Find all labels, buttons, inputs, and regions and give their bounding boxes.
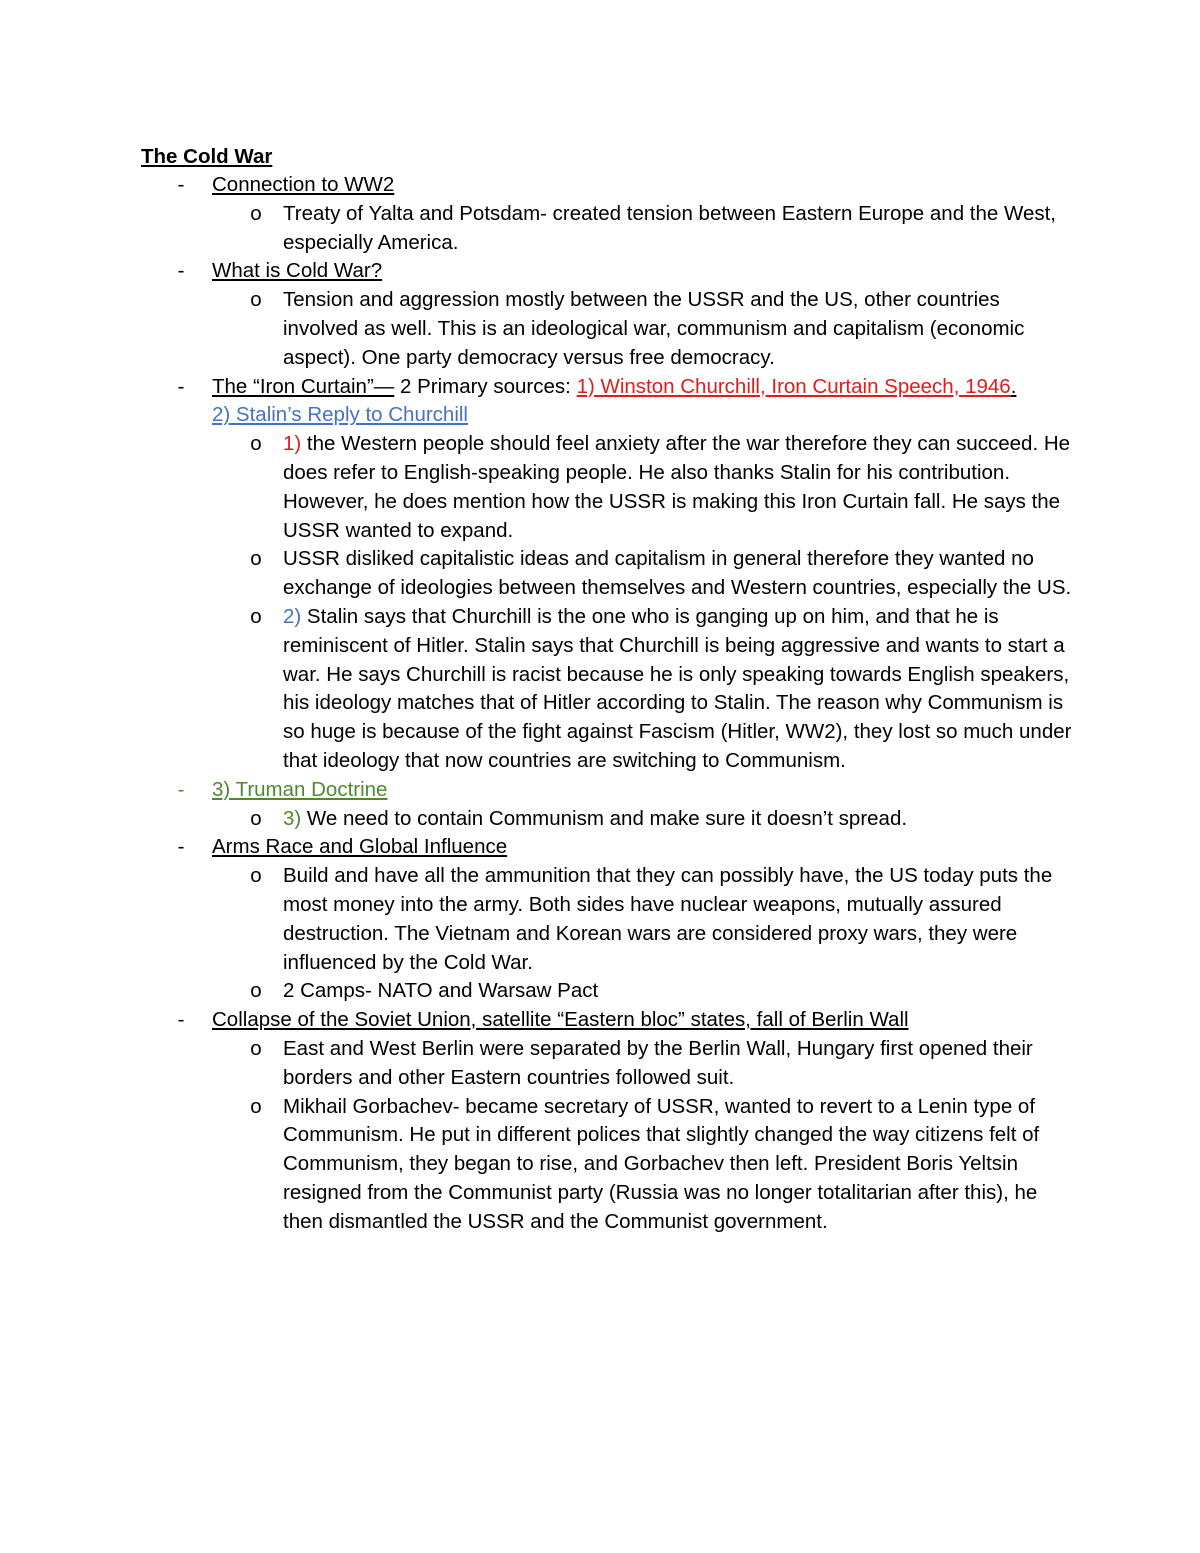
circle-bullet-icon: o: [250, 432, 262, 456]
circle-bullet-icon: o: [250, 864, 262, 888]
circle-bullet-icon: o: [250, 806, 262, 830]
source-link-churchill[interactable]: 1) Winston Churchill, Iron Curtain Speech, 1946: [576, 374, 1011, 398]
circle-bullet-icon: o: [250, 1036, 262, 1060]
list-item: o Build and have all the ammunition that they can possibly have, the US today puts the most money into the army. Both sides have nuclear weapons, mutually assured destruction. The Vietnam and Korean wars are considered proxy wars, they were influenced by the Cold War.: [0, 862, 1073, 977]
circle-bullet-icon: o: [250, 201, 262, 225]
list-item: o 3) We need to contain Communism and make sure it doesn’t spread.: [0, 805, 1073, 834]
section-heading: - Collapse of the Soviet Union, satellite “Eastern bloc” states, fall of Berlin Wall: [0, 1006, 1072, 1035]
section-heading: [0, 776, 1072, 805]
list-item: o 2) Stalin says that Churchill is the one who is ganging up on him, and that he is reminiscent of Hitler. Stalin says that Churchill is being aggressive and wants to start a war. He says Churchill is racist because he is only speaking towards English speakers, his ideology matches that of Hitler according to Stalin. The reason why Communism is so huge is because of the fight against Fascism (Hitler, WW2), they lost so much under that ideology that now countries are switching to Communism.: [0, 603, 1073, 776]
dash-bullet: -: [177, 259, 185, 283]
circle-bullet-icon: o: [250, 288, 262, 312]
list-item: o 1) the Western people should feel anxiety after the war therefore they can succeed. He does refer to English-speaking people. He also thanks Stalin for his contribution. However, he does mention how the USSR is making this Iron Curtain fall. He says the USSR wanted to expand.: [0, 430, 1073, 545]
circle-bullet-icon: o: [250, 604, 262, 628]
dash-bullet: -: [177, 173, 185, 196]
circle-bullet-icon: o: [250, 1094, 262, 1118]
list-item: o USSR disliked capitalistic ideas and capitalism in general therefore they wanted no exchange of ideologies between themselves and Western countries, especially the US.: [0, 545, 1073, 603]
list-item: o East and West Berlin were separated by the Berlin Wall, Hungary first opened their borders and other Eastern countries followed suit.: [0, 1035, 1073, 1093]
document-title: The Cold War: [141, 145, 273, 168]
dash-bullet: -: [177, 777, 185, 801]
section-heading: - What is Cold War?: [0, 257, 1072, 286]
section-heading: - Arms Race and Global Influence: [0, 833, 1072, 862]
list-item: o Treaty of Yalta and Potsdam- created tension between Eastern Europe and the West, especially America.: [0, 200, 1073, 258]
source-link-stalin[interactable]: 2) Stalin’s Reply to Churchill: [212, 403, 468, 427]
section-heading: - The “Iron Curtain”— 2 Primary sources: 1) Winston Churchill, Iron Curtain Speech, 1946. 2) Stalin’s Reply to Churchill: [0, 373, 1072, 431]
list-item: o Mikhail Gorbachev- became secretary of USSR, wanted to revert to a Lenin type of Communism. He put in different polices that slightly changed the way citizens felt of Communism, they began to rise, and Gorbachev then left. President Boris Yeltsin resigned from the Communist party (Russia was no longer totalitarian after this), he then dismantled the USSR and the Communist government.: [0, 1093, 1073, 1237]
dash-bullet: -: [177, 1008, 185, 1032]
source-link-truman[interactable]: 3) Truman Doctrine: [212, 777, 388, 801]
list-item: o Tension and aggression mostly between the USSR and the US, other countries involved as well. This is an ideological war, communism and capitalism (economic aspect). One party democracy versus free democracy.: [0, 286, 1073, 372]
circle-bullet-icon: o: [250, 979, 262, 1003]
list-item: o 2 Camps- NATO and Warsaw Pact: [0, 977, 1073, 1006]
section-heading: - Connection to WW2: [0, 171, 1072, 200]
circle-bullet-icon: o: [250, 547, 262, 571]
document-body: [0, 171, 1200, 1236]
dash-bullet: -: [177, 374, 185, 398]
dash-bullet: -: [177, 835, 185, 859]
